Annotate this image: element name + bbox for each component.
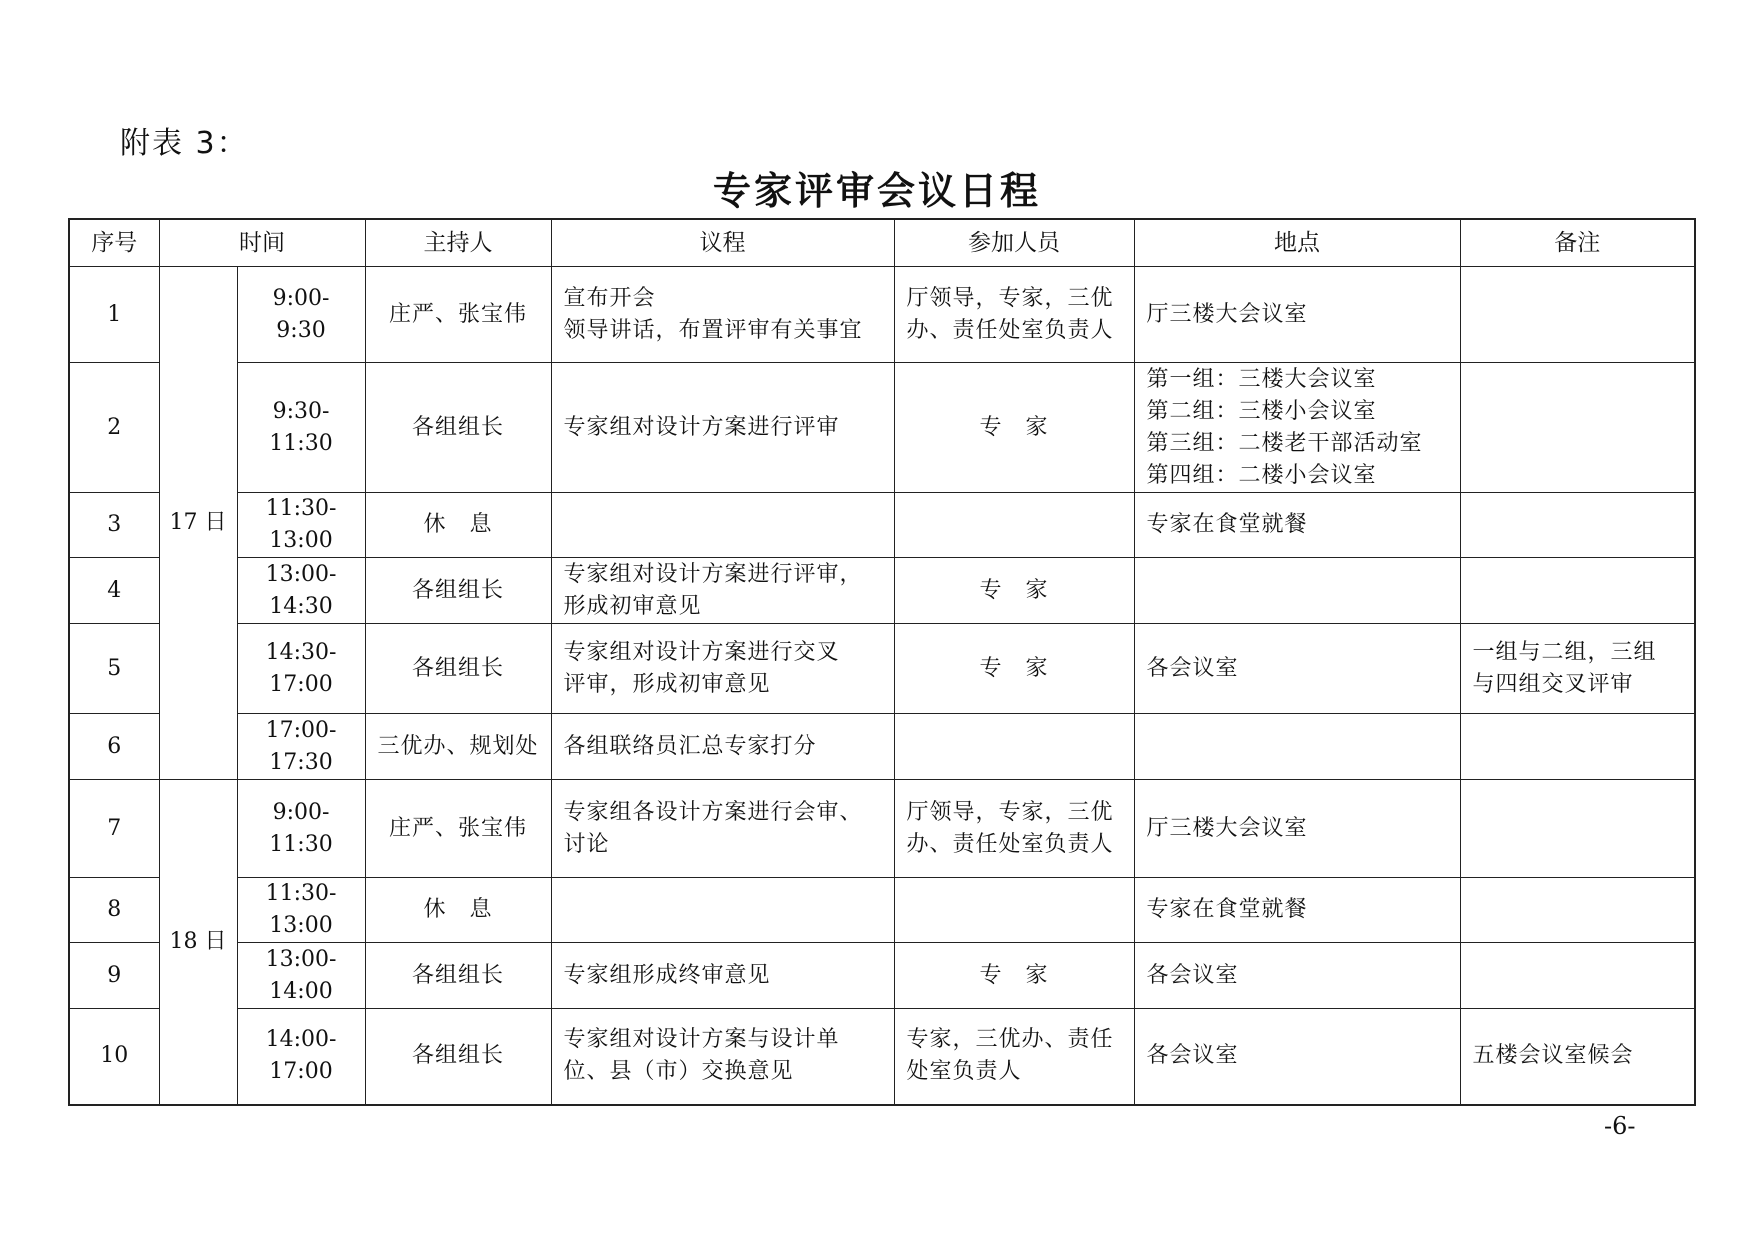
cell-line: 14:30 [269,593,333,619]
cell-line: 第一组：三楼大会议室 [1146,366,1377,392]
note-cell [1460,363,1695,493]
host-cell: 三优办、规划处 [365,714,551,780]
host-cell: 休 息 [365,878,551,943]
cell-line: 各组联络员汇总专家打分 [563,733,817,759]
agenda-cell [551,624,894,714]
cell-line: 讨论 [563,831,610,857]
note-cell [1460,267,1695,363]
cell-line: 第三组：二楼老干部活动室 [1146,430,1423,456]
participants-cell [894,624,1134,714]
cell-line: 17:00- [265,717,337,743]
location-cell [1134,714,1460,780]
participants-cell [894,878,1134,943]
row-number: 10 [69,1009,159,1105]
host-cell: 各组组长 [365,558,551,624]
location-cell [1134,943,1460,1009]
cell-line: 各会议室 [1146,1043,1239,1069]
location-cell [1134,493,1460,558]
cell-line: 专家，三优办、责任 [906,1027,1114,1053]
cell-line: 11:30 [269,430,333,456]
table-header-row [69,219,1695,267]
host-cell: 庄严、张宝伟 [365,267,551,363]
table-row [69,363,1695,493]
page-number: -6- [1604,1112,1636,1140]
header-participants: 参加人员 [894,219,1134,267]
host-cell: 各组组长 [365,1009,551,1105]
agenda-cell [551,943,894,1009]
row-number: 3 [69,493,159,558]
cell-line: 专 家 [979,655,1049,681]
cell-line: 一组与二组，三组 [1472,639,1657,665]
host-cell: 各组组长 [365,363,551,493]
cell-line: 17:00 [269,671,333,697]
time-cell [237,624,365,714]
note-cell [1460,493,1695,558]
cell-line: 处室负责人 [906,1059,1022,1085]
header-no: 序号 [69,219,159,267]
cell-line: 13:00 [269,913,333,938]
cell-line: 各会议室 [1146,655,1239,681]
host-cell: 庄严、张宝伟 [365,780,551,878]
location-cell [1134,780,1460,878]
cell-line: 专家组对设计方案进行交叉 [563,639,840,665]
table-row [69,878,1695,943]
cell-line: 厅三楼大会议室 [1146,301,1308,327]
time-cell [237,363,365,493]
cell-line: 9:30 [276,317,326,343]
note-cell [1460,624,1695,714]
cell-line: 专家在食堂就餐 [1146,512,1308,537]
location-cell [1134,267,1460,363]
row-number: 7 [69,780,159,878]
cell-line: 11:30- [265,881,337,906]
time-cell [237,493,365,558]
cell-line: 11:30 [269,831,333,857]
cell-line: 位、县（市）交换意见 [563,1059,794,1085]
row-number: 2 [69,363,159,493]
row-number: 1 [69,267,159,363]
cell-line: 9:00- [272,285,330,311]
host-cell: 各组组长 [365,943,551,1009]
cell-line: 11:30- [265,496,337,521]
participants-cell [894,267,1134,363]
cell-line: 专家组对设计方案与设计单 [563,1027,840,1053]
agenda-cell [551,493,894,558]
document-title: 专家评审会议日程 [712,169,1041,213]
participants-cell [894,1009,1134,1105]
cell-line: 专家在食堂就餐 [1146,897,1308,922]
location-cell [1134,878,1460,943]
location-cell [1134,624,1460,714]
agenda-cell [551,363,894,493]
time-cell [237,714,365,780]
cell-line: 形成初审意见 [563,593,702,619]
participants-cell [894,558,1134,624]
cell-line: 13:00- [265,946,337,972]
host-cell: 各组组长 [365,624,551,714]
cell-line: 厅三楼大会议室 [1146,815,1308,841]
cell-line: 宣布开会 [563,285,656,311]
table-row [69,558,1695,624]
row-number: 5 [69,624,159,714]
agenda-cell [551,780,894,878]
participants-cell [894,493,1134,558]
table-row [69,714,1695,780]
header-note: 备注 [1460,219,1695,267]
table-row [69,624,1695,714]
row-number: 4 [69,558,159,624]
header-host: 主持人 [365,219,551,267]
cell-line: 14:00- [265,1027,337,1053]
day-label: 17 日 [159,267,237,780]
header-agenda: 议程 [551,219,894,267]
cell-line: 专家组各设计方案进行会审、 [563,799,863,825]
cell-line: 第四组：二楼小会议室 [1146,462,1377,488]
cell-line: 评审，形成初审意见 [563,671,771,697]
row-number: 8 [69,878,159,943]
annex-label: 附表 3： [120,126,249,161]
agenda-cell [551,267,894,363]
host-cell: 休 息 [365,493,551,558]
agenda-cell [551,878,894,943]
cell-line: 专 家 [979,962,1049,988]
note-cell [1460,1009,1695,1105]
row-number: 6 [69,714,159,780]
cell-line: 专家组对设计方案进行评审 [563,414,840,440]
note-cell [1460,943,1695,1009]
time-cell [237,558,365,624]
cell-line: 第二组：三楼小会议室 [1146,398,1377,424]
participants-cell [894,363,1134,493]
cell-line: 厅领导，专家，三优 [906,285,1114,311]
header-time: 时间 [159,219,365,267]
cell-line: 专 家 [979,577,1049,603]
cell-line: 与四组交叉评审 [1472,671,1634,697]
note-cell [1460,714,1695,780]
cell-line: 17:00 [269,1059,333,1085]
day-label: 18 日 [159,780,237,1105]
agenda-cell [551,1009,894,1105]
cell-line: 领导讲话，布置评审有关事宜 [563,317,863,343]
table-row [69,1009,1695,1105]
table-row [69,267,1695,363]
cell-line: 办、责任处室负责人 [906,317,1114,343]
agenda-cell [551,714,894,780]
note-cell [1460,780,1695,878]
time-cell [237,878,365,943]
cell-line: 14:30- [265,639,337,665]
schedule-table [68,218,1696,1106]
time-cell [237,943,365,1009]
time-cell [237,267,365,363]
cell-line: 五楼会议室候会 [1472,1043,1634,1069]
cell-line: 9:00- [272,799,330,825]
cell-line: 14:00 [269,978,333,1004]
cell-line: 各会议室 [1146,962,1239,988]
row-number: 9 [69,943,159,1009]
location-cell [1134,1009,1460,1105]
participants-cell [894,780,1134,878]
participants-cell [894,714,1134,780]
cell-line: 专 家 [979,414,1049,440]
cell-line: 专家组形成终审意见 [563,962,771,988]
cell-line: 厅领导，专家，三优 [906,799,1114,825]
time-cell [237,780,365,878]
note-cell [1460,878,1695,943]
table-row [69,943,1695,1009]
location-cell [1134,558,1460,624]
cell-line: 专家组对设计方案进行评审， [563,561,863,587]
header-location: 地点 [1134,219,1460,267]
table-row [69,493,1695,558]
table-row [69,780,1695,878]
time-cell [237,1009,365,1105]
cell-line: 17:30 [269,749,333,775]
agenda-cell [551,558,894,624]
cell-line: 13:00- [265,561,337,587]
cell-line: 13:00 [269,528,333,553]
note-cell [1460,558,1695,624]
participants-cell [894,943,1134,1009]
cell-line: 9:30- [272,398,330,424]
location-cell [1134,363,1460,493]
cell-line: 办、责任处室负责人 [906,831,1114,857]
